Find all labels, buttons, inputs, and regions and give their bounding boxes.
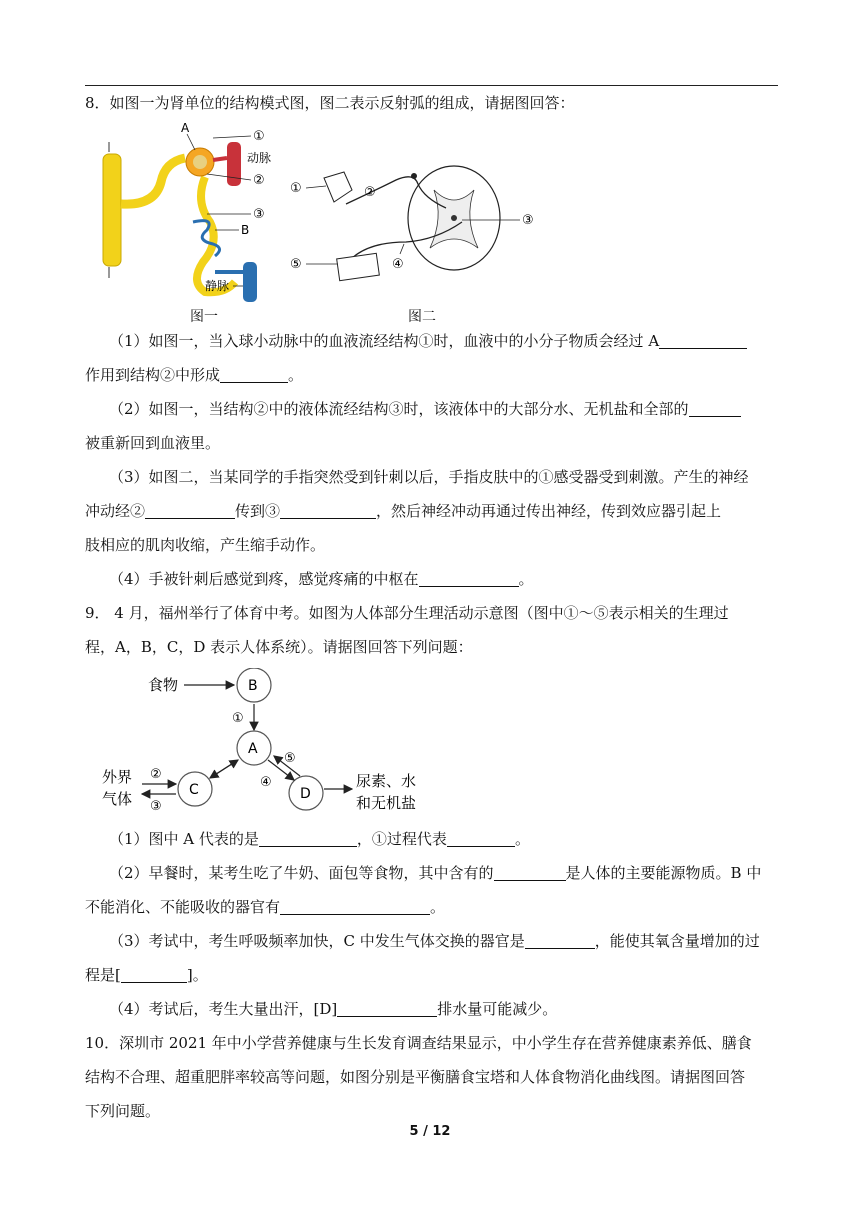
answer-blank[interactable] — [280, 899, 430, 915]
answer-blank[interactable] — [337, 1001, 437, 1017]
q9-part4: （4）考试后，考生大量出汗，[D] 排水量可能减少。 — [109, 1000, 558, 1018]
answer-blank[interactable] — [659, 333, 747, 349]
q10-line1: 10．深圳市 2021 年中小学营养健康与生长发育调查结果显示，中小学生存在营养健康素养低、膳食 — [85, 1034, 752, 1052]
svg-text:A: A — [248, 741, 258, 757]
svg-text:和无机盐: 和无机盐 — [356, 794, 417, 812]
fig1-caption: 图一 — [190, 309, 218, 325]
svg-text:动脉: 动脉 — [247, 151, 272, 165]
q10-line2: 结构不合理、超重肥胖率较高等问题，如图分别是平衡膳食宝塔和人体食物消化曲线图。请据图回答 — [85, 1068, 746, 1086]
answer-blank[interactable] — [220, 367, 288, 383]
q8-part1-line2: 作用到结构②中形成 。 — [85, 366, 304, 384]
svg-text:③: ③ — [253, 207, 265, 222]
q8-part3-line1: （3）如图二，当某同学的手指突然受到针刺以后，手指皮肤中的①感受器受到刺激。产生的神经 — [109, 468, 749, 486]
fig1-label-A: A — [181, 122, 190, 135]
figure-nephron — [95, 122, 285, 302]
svg-text:C: C — [189, 782, 199, 798]
q10-line3: 下列问题。 — [85, 1102, 161, 1120]
collecting-duct — [103, 154, 121, 266]
q9-part3-line2: 程是[ ]。 — [85, 966, 208, 984]
svg-text:②: ② — [253, 173, 265, 188]
answer-blank[interactable] — [447, 831, 515, 847]
answer-blank[interactable] — [494, 865, 566, 881]
q9-part1: （1）图中 A 代表的是 ，①过程代表 。 — [109, 830, 530, 848]
answer-blank[interactable] — [121, 967, 187, 983]
svg-text:食物: 食物 — [148, 676, 179, 694]
q8-part1-line1: （1）如图一，当入球小动脉中的血液流经结构①时，血液中的小分子物质会经过 A — [109, 330, 802, 352]
fig2-caption: 图二 — [408, 309, 436, 325]
figure-body-systems — [96, 668, 436, 818]
q9-stem-line2: 程，A，B，C，D 表示人体系统）。请据图回答下列问题： — [85, 638, 473, 656]
svg-text:气体: 气体 — [102, 790, 133, 808]
figure-reflex-arc — [286, 150, 546, 300]
svg-text:⑤: ⑤ — [290, 257, 302, 272]
svg-text:③: ③ — [150, 799, 162, 814]
q8-part3-line3: 肢相应的肌肉收缩，产生缩手动作。 — [85, 536, 326, 554]
q8-part2-line1: （2）如图一，当结构②中的液体流经结构③时，该液体中的大部分水、无机盐和全部的 — [109, 398, 802, 420]
answer-blank[interactable] — [280, 503, 376, 519]
fig1-label-B: B — [241, 223, 250, 237]
svg-text:尿素、水: 尿素、水 — [356, 772, 417, 790]
q9-part3-line1: （3）考试中，考生呼吸频率加快，C 中发生气体交换的器官是 ，能使其氧含量增加的过 — [109, 932, 760, 950]
answer-blank[interactable] — [689, 401, 741, 417]
svg-text:外界: 外界 — [102, 768, 133, 786]
tubule — [121, 158, 185, 204]
vein — [243, 262, 257, 302]
answer-blank[interactable] — [419, 571, 519, 587]
svg-text:静脉: 静脉 — [205, 279, 230, 293]
svg-text:①: ① — [232, 711, 244, 726]
q8-stem: 8．如图一为肾单位的结构模式图，图二表示反射弧的组成，请据图回答： — [85, 94, 575, 112]
svg-text:②: ② — [364, 185, 376, 200]
q8-part4: （4）手被针刺后感觉到疼，感觉疼痛的中枢在 。 — [109, 570, 534, 588]
page-number: 5 / 12 — [409, 1124, 451, 1139]
svg-text:①: ① — [290, 181, 302, 196]
svg-text:②: ② — [150, 767, 162, 782]
q8-part2-line2: 被重新回到血液里。 — [85, 434, 221, 452]
q8-part3-line2: 冲动经② 传到③ ，然后神经冲动再通过传出神经，传到效应器引起上 — [85, 502, 722, 520]
q9-stem-line1: 9． 4 月，福州举行了体育中考。如图为人体部分生理活动示意图（图中①～⑤表示相关的生理过 — [85, 604, 729, 622]
q9-part2-line1: （2）早餐时，某考生吃了牛奶、面包等食物，其中含有的 是人体的主要能源物质。B 中 — [109, 864, 762, 882]
svg-text:④: ④ — [392, 257, 404, 272]
answer-blank[interactable] — [259, 831, 357, 847]
svg-text:④: ④ — [260, 775, 272, 790]
answer-blank[interactable] — [525, 933, 595, 949]
q9-part2-line2: 不能消化、不能吸收的器官有 。 — [85, 898, 446, 916]
svg-text:⑤: ⑤ — [284, 751, 296, 766]
header-rule — [85, 85, 778, 86]
svg-text:③: ③ — [522, 213, 534, 228]
answer-blank[interactable] — [145, 503, 235, 519]
svg-text:B: B — [248, 678, 258, 694]
svg-text:D: D — [300, 786, 311, 802]
svg-text:①: ① — [253, 129, 265, 144]
artery — [227, 142, 241, 186]
